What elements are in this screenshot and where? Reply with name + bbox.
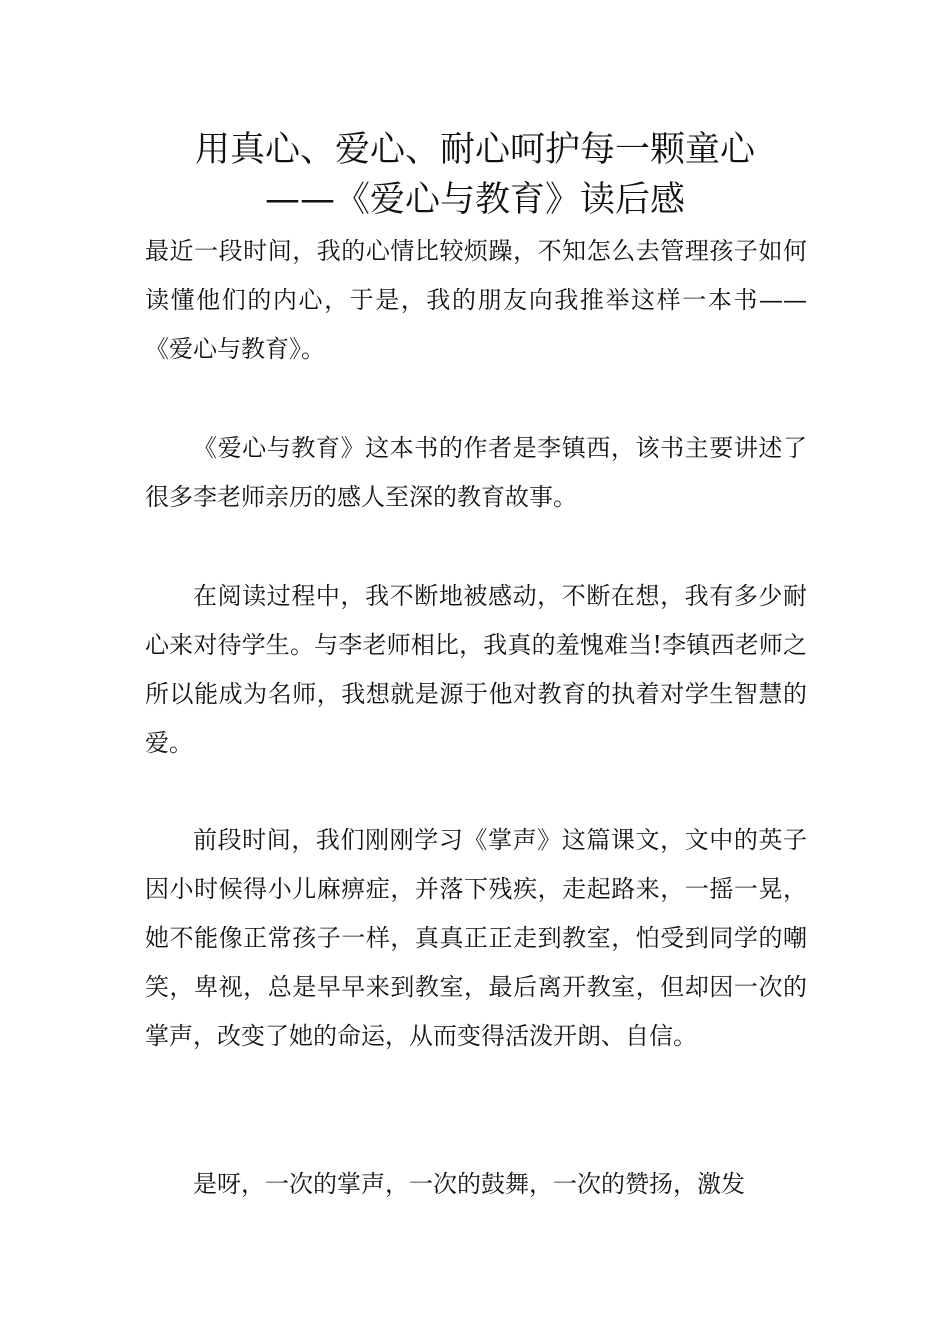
paragraph-3: 在阅读过程中，我不断地被感动，不断在想，我有多少耐心来对待学生。与李老师相比，我真的羞愧难当!李镇西老师之所以能成为名师，我想就是源于他对教育的执着对学生智慧的爱。 [145, 582, 807, 757]
paragraph-2: 《爱心与教育》这本书的作者是李镇西，该书主要讲述了很多李老师亲历的感人至深的教育故事。 [145, 434, 807, 511]
paragraph-1: 最近一段时间，我的心情比较烦躁，不知怎么去管理孩子如何读懂他们的内心，于是，我的朋友向我推举这样一本书——《爱心与教育》。 [145, 237, 807, 363]
document-title: 用真心、爱心、耐心呵护每一颗童心 [194, 130, 755, 170]
paragraph-5: 是呀，一次的掌声，一次的鼓舞，一次的赞扬，激发 [193, 1170, 745, 1198]
document-subtitle: ——《爱心与教育》读后感 [264, 180, 685, 220]
paragraph-4: 前段时间，我们刚刚学习《掌声》这篇课文，文中的英子因小时候得小儿麻痹症，并落下残疾，走起路来，一摇一晃，她不能像正常孩子一样，真真正正走到教室，怕受到同学的嘲笑，卑视，总是早早来到教室，最后离开教室，但却因一次的掌声，改变了她的命运，从而变得活泼开朗、自信。 [145, 826, 807, 1050]
